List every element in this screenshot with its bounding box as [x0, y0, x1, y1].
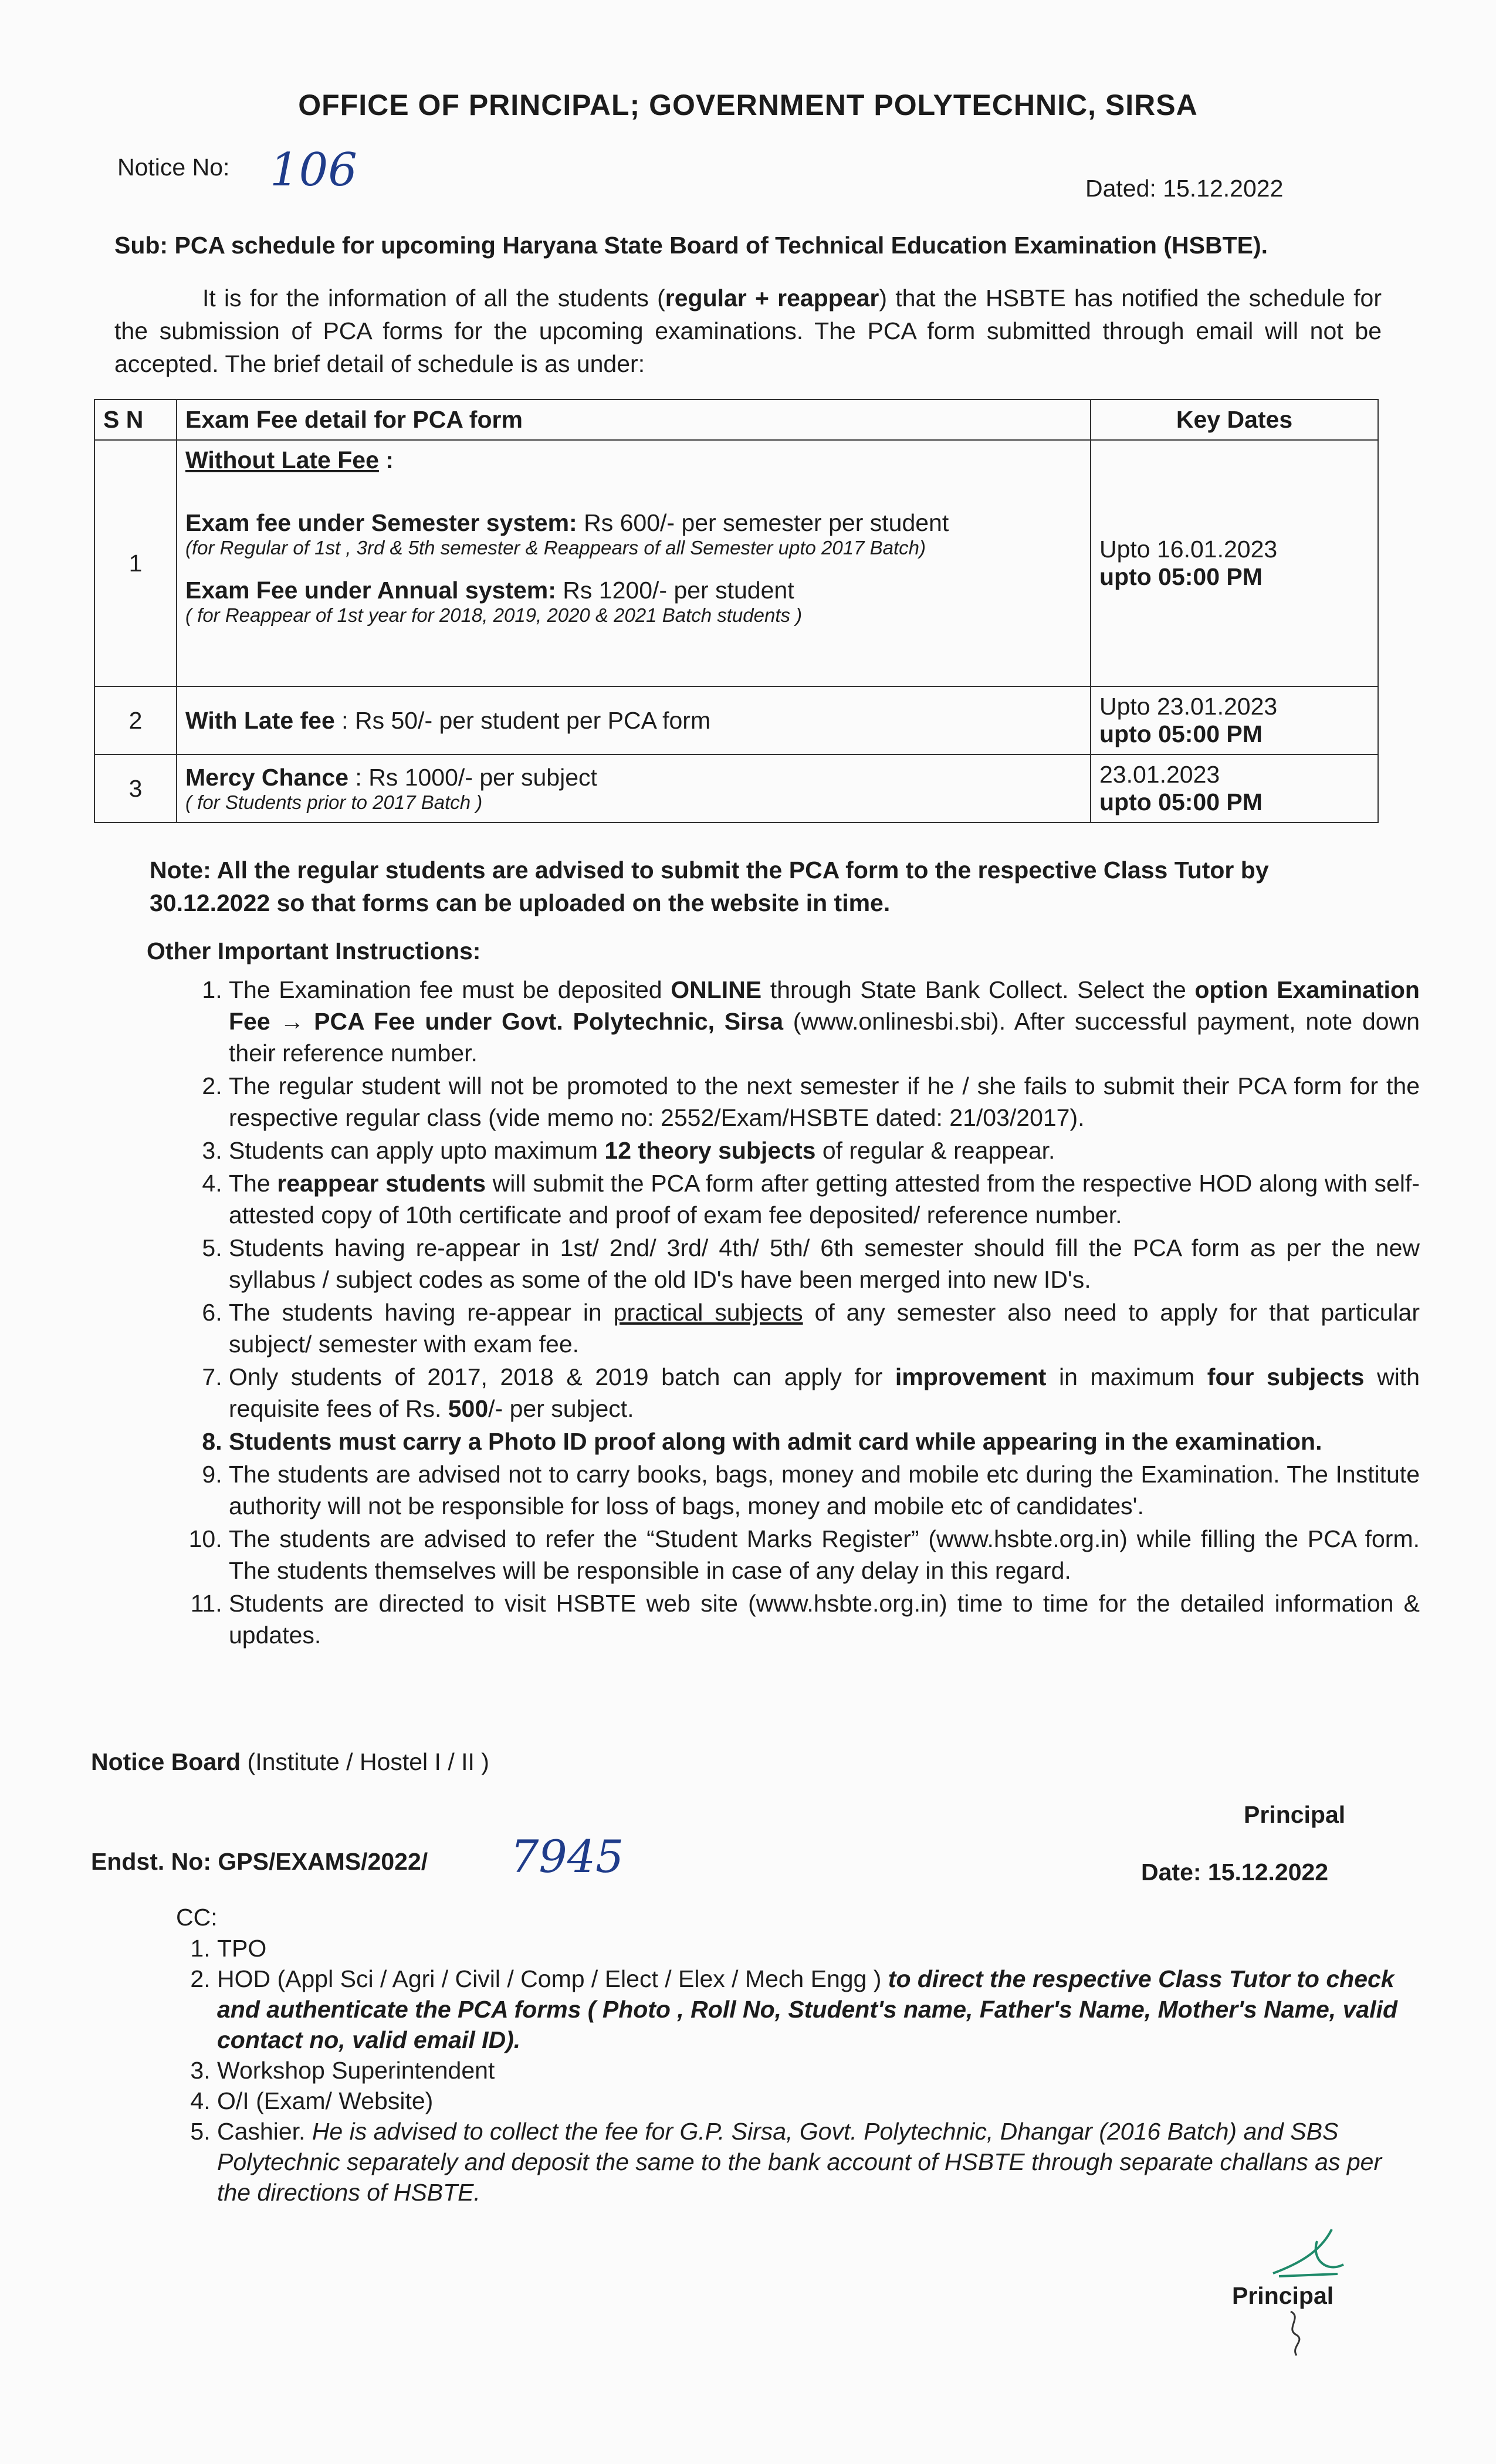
- header-key-dates: Key Dates: [1091, 400, 1378, 440]
- list-item: 7. Only students of 2017, 2018 & 2019 batch can apply for improvement in maximum four subjects with requisite fees of Rs. 500/- per subject.: [229, 1361, 1420, 1424]
- header-sn: S N: [94, 400, 177, 440]
- endorsement-number: Endst. No: GPS/EXAMS/2022/: [91, 1848, 428, 1875]
- table-row: [94, 754, 1378, 823]
- signature-icon: [1261, 2218, 1349, 2288]
- list-item: 5. Students having re-appear in 1st/ 2nd/ 3rd/ 4th/ 5th/ 6th semester should fill the PCA form as per the new syllabus / subject codes as some of the old ID's have been merged into new ID's.: [229, 1232, 1420, 1295]
- row-sn: 3: [94, 754, 177, 823]
- table-row: [94, 686, 1378, 754]
- notice-number: 106: [270, 144, 357, 197]
- office-heading: OFFICE OF PRINCIPAL; GOVERNMENT POLYTECHNIC, SIRSA: [298, 89, 1198, 121]
- principal-signature-label: Principal: [1232, 2282, 1334, 2309]
- pca-schedule-table: [94, 399, 1379, 823]
- row-fee-detail: With Late fee : Rs 50/- per student per PCA form: [177, 686, 1091, 754]
- list-item: 3. Students can apply upto maximum 12 theory subjects of regular & reappear.: [229, 1135, 1420, 1166]
- notice-label: Notice No:: [117, 154, 230, 181]
- intro-paragraph: It is for the information of all the students (regular + reappear) that the HSBTE has notified the schedule for the submission of PCA forms for the upcoming examinations. The PCA form submitted through email will not be accepted. The brief detail of schedule is as under:: [114, 285, 1382, 377]
- list-item: 10. The students are advised to refer the “Student Marks Register” (www.hsbte.org.in) while filling the PCA form. The students themselves will be responsible in case of any delay in this regard.: [229, 1523, 1420, 1586]
- list-item: 2. HOD (Appl Sci / Agri / Civil / Comp / Elect / Elex / Mech Engg ) to direct the respective Class Tutor to check and authenticate the PCA forms ( Photo , Roll No, Student's name, Father's Name, Mother's Name, valid contact no, valid email ID).: [217, 1964, 1420, 2055]
- row-sn: 1: [94, 440, 177, 686]
- list-item: 11. Students are directed to visit HSBTE web site (www.hsbte.org.in) time to time for the detailed information & updates.: [229, 1588, 1420, 1651]
- list-item: 4. The reappear students will submit the PCA form after getting attested from the respective HOD along with self-attested copy of 10th certificate and proof of exam fee deposited/ reference number.: [229, 1167, 1420, 1231]
- instructions-title: Other Important Instructions:: [147, 937, 481, 964]
- table-row: [94, 440, 1378, 686]
- cc-label: CC:: [176, 1904, 218, 1931]
- note-block: Note: All the regular students are advised to submit the PCA form to the respective Class Tutor by 30.12.2022 so that forms can be uploaded on the website in time.: [150, 857, 1269, 916]
- list-item: 9. The students are advised not to carry books, bags, money and mobile etc during the Examination. The Institute authority will not be responsible for loss of bags, money and mobile etc of candidates'.: [229, 1458, 1420, 1522]
- endorsement-date: Date: 15.12.2022: [1141, 1859, 1329, 1886]
- row-fee-detail: Mercy Chance : Rs 1000/- per subject ( for Students prior to 2017 Batch ): [177, 754, 1091, 823]
- cc-list: [170, 1933, 1420, 2208]
- list-item: 8. Students must carry a Photo ID proof along with admit card while appearing in the examination.: [229, 1426, 1420, 1457]
- list-item: 5. Cashier. He is advised to collect the fee for G.P. Sirsa, Govt. Polytechnic, Dhangar (2016 Batch) and SBS Polytechnic separately and deposit the same to the bank account of HSBTE through separate challans as per the directions of HSBTE.: [217, 2116, 1420, 2208]
- row-key-date: Upto 16.01.2023 upto 05:00 PM: [1091, 440, 1378, 686]
- header-fee-detail: Exam Fee detail for PCA form: [177, 400, 1091, 440]
- table-header-row: [94, 400, 1378, 440]
- instructions-list: [182, 974, 1420, 1652]
- notice-board-line: Notice Board (Institute / Hostel I / II ): [91, 1748, 489, 1775]
- list-item: 4. O/I (Exam/ Website): [217, 2086, 1420, 2116]
- endorsement-handwritten-number: 7945: [510, 1830, 624, 1883]
- row-key-date: 23.01.2023 upto 05:00 PM: [1091, 754, 1378, 823]
- list-item: 1. TPO: [217, 1933, 1420, 1964]
- subject-line: Sub: PCA schedule for upcoming Haryana State Board of Technical Education Examination (HSBTE).: [114, 232, 1268, 259]
- initials-icon: [1279, 2306, 1314, 2358]
- list-item: 6. The students having re-appear in practical subjects of any semester also need to apply for that particular subject/ semester with exam fee.: [229, 1297, 1420, 1360]
- list-item: 3. Workshop Superintendent: [217, 2055, 1420, 2086]
- notice-date: Dated: 15.12.2022: [1085, 175, 1284, 202]
- row-key-date: Upto 23.01.2023 upto 05:00 PM: [1091, 686, 1378, 754]
- row-fee-detail: Without Late Fee : Exam fee under Semester system: Rs 600/- per semester per student (for Regular of 1st , 3rd & 5th semester & Reappears of all Semester upto 2017 Batch) Exam Fee under Annual system: Rs 1200/- per student ( for Reappear of 1st year for 2018, 2019, 2020 & 2021 Batch students ): [177, 440, 1091, 686]
- list-item: 1. The Examination fee must be deposited ONLINE through State Bank Collect. Select the option Examination Fee → PCA Fee under Govt. Polytechnic, Sirsa (www.onlinesbi.sbi). After successful payment, note down their reference number.: [229, 974, 1420, 1069]
- list-item: 2. The regular student will not be promoted to the next semester if he / she fails to submit their PCA form for the respective regular class (vide memo no: 2552/Exam/HSBTE dated: 21/03/2017).: [229, 1070, 1420, 1133]
- principal-label: Principal: [1244, 1801, 1346, 1828]
- row-sn: 2: [94, 686, 177, 754]
